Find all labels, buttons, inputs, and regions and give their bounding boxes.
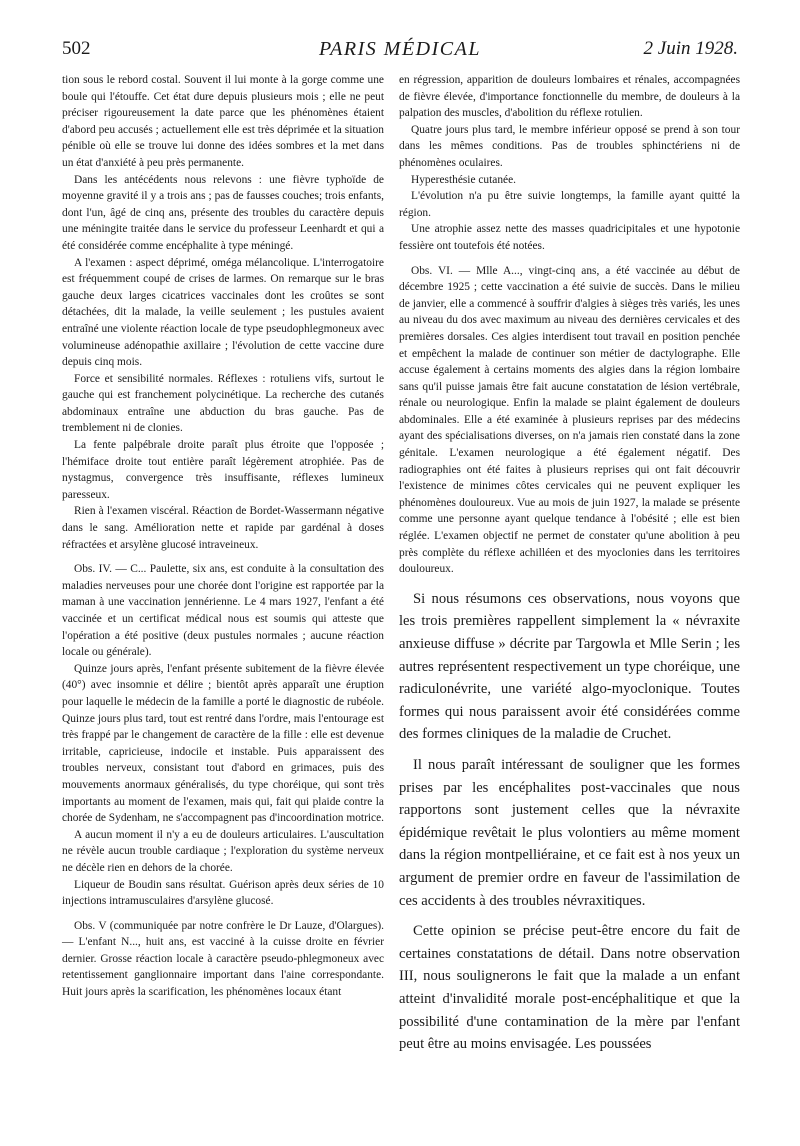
observation-v-paragraph: Obs. V (communiquée par notre confrère le Dr Lauze, d'Olargues). — L'enfant N..., huit ans, est vacciné à la cuisse droite en février dernier. Grosse réaction locale à caractère pseudo-phlegmoneux avec retentissement ganglionnaire important dans l'aine correspondante. Huit jours après la scarification, les phénomènes locaux étant xyxy=(62,919,384,999)
paragraph: Dans les antécédents nous relevons : une fièvre typhoïde de moyenne gravité il y a trois ans ; pas de fausses couches; trois enfants, dont l'un, âgé de cinq ans, présente des troubles du caractère depuis une méningite traitée dans le service du professeur Leenhardt et qui a été considérée comme encéphalite à type méningé. xyxy=(62,173,384,252)
journal-title: PARIS MÉDICAL xyxy=(319,38,481,60)
paragraph: L'évolution n'a pu être suivie longtemps, la famille ayant quitté la région. xyxy=(399,190,740,219)
observation-vi-paragraph: Obs. VI. — Mlle A..., vingt-cinq ans, a été vaccinée au début de décembre 1925 ; cette vaccination a été suivie de succès. Dans le milieu de janvier, elle a commencé à souffrir d'algies à sièges très variés, les unes au niveau du dos avec maximum au niveau des dernières cervicales et des premières dorsales. Ces algies interdisent tout travail en position penchée et empêchent la malade de continuer son métier de dactylographe. Elle accuse également à certains moments des algies dans la région lombaire sans qu'il puisse jamais être fait aucune constatation de lésion vertébrale, rénale ou neurologique. Enfin la malade se plaint également de douleurs abdominales. Elle a été examinée à plusieurs reprises par des médecins ayant des spécialisations diverses, on n'a jamais rien constaté dans la zone génitale. L'examen neurologique a été également négatif. Des radiographies ont été faites à plusieurs reprises qui ont fait découvrir l'existence de minimes côtes cervicales qui ne peuvent expliquer les phénomènes douloureux. Vue au mois de juin 1927, la malade se présente comme une personne ayant quelque tendance à l'obésité ; elle est bien réglée. L'examen objectif ne permet de constater qu'une abolition à peu près complète du réflexe achilléen et des myoclonies dans les territoires douloureux. xyxy=(399,264,740,576)
paragraph: Hyperesthésie cutanée. xyxy=(411,173,516,186)
paragraph: Quinze jours après, l'enfant présente subitement de la fièvre élevée (40°) avec insomnie et délire ; bientôt après apparaît une éruption pour laquelle le médecin de la famille a porté le diagnostic de rubéole. Quinze jours plus tard, tout est rentré dans l'ordre, mais l'entourage est très frappé par le changement de caractère de la fille : elle est devenue irritable, capricieuse, indocile et instable. Puis apparaissent des troubles nerveux, consistant tout d'abord en grimaces, puis des mouvements anormaux généralisés, du type choréique, qui sont très importants au moment de l'examen, mais qui, fait qui plaide contre la chorée de Sydenham, ne s'accompagnent pas d'incoordination motrice. xyxy=(62,662,384,825)
paragraph: Rien à l'examen viscéral. Réaction de Bordet-Wassermann négative dans le sang. Amélioration nette et rapide par gardénal à doses réfractées et arsylène glucosé intraveineux. xyxy=(62,505,384,551)
paragraph: A aucun moment il n'y a eu de douleurs articulaires. L'auscultation ne révèle aucun trouble cardiaque ; l'exploration du système nerveux ne décèle rien en dehors de la chorée. xyxy=(62,828,384,874)
paragraph: Force et sensibilité normales. Réflexes : rotuliens vifs, surtout le gauche qui est franchement polycinétique. La recherche des cutanés abdominaux entraîne une abduction du bras gauche. Pas de tremblement ni de clonies. xyxy=(62,372,384,435)
paragraph: Cette opinion se précise peut-être encore du fait de certaines constatations de détail. Dans notre observation III, nous soulignerons le fait que la malade a un enfant atteint d'invalidité morale post-encéphalitique et que la possibilité d'une contamination de la mère par l'enfant peut être au moins envisagée. Les poussées xyxy=(399,923,740,1053)
paragraph: Quatre jours plus tard, le membre inférieur opposé se prend à son tour dans les mêmes conditions. Pas de troubles sphinctériens ni de phénomènes oculaires. xyxy=(399,123,740,169)
paragraph: A l'examen : aspect déprimé, oméga mélancolique. L'interrogatoire est fréquemment coupé de crises de larmes. On remarque sur le bras gauche deux larges cicatrices vaccinales dont les croûtes se sont détachées, dit la malade, la veille seulement ; les pustules avaient entraîné une violente réaction locale de type pseudophlegmoneux avec volumineuse adénopathie axillaire ; l'évolution de cette vaccine dure depuis cinq mois. xyxy=(62,256,384,369)
paragraph: La fente palpébrale droite paraît plus étroite que l'opposée ; l'hémiface droite tout entière paraît légèrement atrophiée. Pas de nystagmus, convergence très insuffisante, réflexes lumineux paresseux. xyxy=(62,439,384,501)
paragraph: tion sous le rebord costal. Souvent il lui monte à la gorge comme une boule qui l'étouffe. Cet état dure depuis plusieurs mois ; elle ne peut préciser rigoureusement la date parce que les phénomènes étaient d'abord peu accusés ; actuellement elle est très déprimée et la situation pénible où elle se trouve lui donne des idées sombres et la met dans un état d'anxiété à peu près permanente. xyxy=(62,74,384,169)
paragraph: Si nous résumons ces observations, nous voyons que les trois premières rappellent simplement la « névraxite anxieuse diffuse » décrite par Targowla et Mlle Serin ; les autres représentent respectivement un type choréique, une radiculonévrite, une variété algo-myoclonique. Toutes formes qui nous paraissent avoir été considérées comme des formes cliniques de la maladie de Cruchet. xyxy=(399,590,740,743)
right-column xyxy=(399,72,740,1056)
left-column xyxy=(62,72,384,1001)
paragraph: en régression, apparition de douleurs lombaires et rénales, accompagnées de fièvre élevée, d'importance fonctionnelle du membre, de douleurs à la palpation des muscles, d'abolition du réflexe rotulien. xyxy=(399,74,740,120)
issue-date: 2 Juin 1928. xyxy=(643,38,738,59)
paragraph: Liqueur de Boudin sans résultat. Guérison après deux séries de 10 injections intramusculaires d'arsylène glucosé. xyxy=(62,878,384,908)
observation-iv-paragraph: Obs. IV. — C... Paulette, six ans, est conduite à la consultation des maladies nerveuses pour une chorée dont l'origine est rapportée par la maman à une vaccination jennérienne. Le 4 mars 1927, l'enfant a été vaccinée et un certificat médical nous est soumis qui atteste que l'opération a été positive (deux pustules normales ; aucune réaction locale ou générale). xyxy=(62,563,384,659)
right-column-body-text xyxy=(399,588,740,1056)
running-header xyxy=(62,38,738,68)
paragraph: Une atrophie assez nette des masses quadricipitales et une hypotonie fessière ont toutefois été notées. xyxy=(399,223,740,252)
page-number: 502 xyxy=(62,38,91,59)
paragraph: Il nous paraît intéressant de souligner que les formes prises par les encéphalites post-vaccinales que nous rapportons sont justement celles que la névraxite épidémique revêtait le plus volontiers au même moment dans la région montpelliéraine, et ce fait est à nos yeux un argument de premier ordre en faveur de l'assimilation de ces accidents à des troubles névraxitiques. xyxy=(399,756,740,909)
right-column-small-text xyxy=(399,72,740,578)
